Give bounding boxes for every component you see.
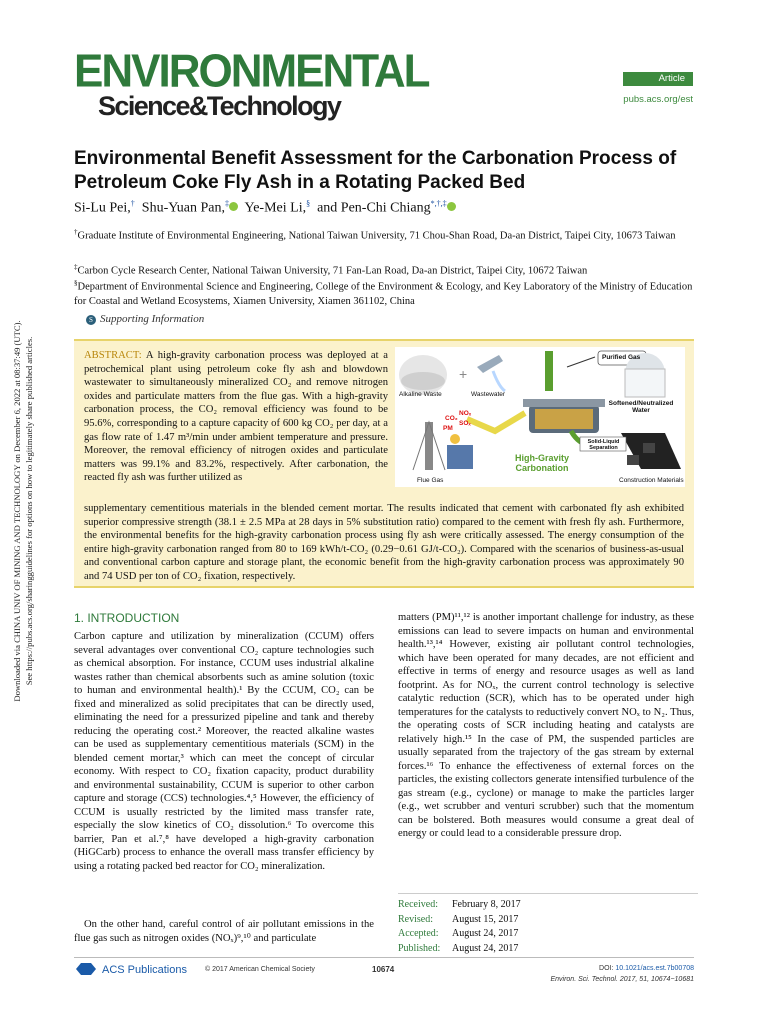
history-row bbox=[398, 913, 698, 928]
publisher-name: ACS Publications bbox=[102, 964, 187, 976]
author-name[interactable]: Si-Lu Pei, bbox=[74, 200, 131, 216]
green-pipe bbox=[545, 351, 553, 391]
affiliation-mark: † bbox=[74, 228, 78, 236]
download-watermark bbox=[11, 291, 37, 731]
toc-label-construction: Construction Materials bbox=[619, 477, 684, 484]
toc-label-co2: CO₂ bbox=[445, 415, 458, 422]
acs-publications-logo[interactable] bbox=[74, 962, 187, 981]
supporting-info-label: Supporting Information bbox=[100, 313, 205, 325]
doi-label: DOI: bbox=[599, 965, 614, 972]
author-name[interactable]: Ye-Mei Li, bbox=[244, 200, 307, 216]
affiliation bbox=[74, 225, 694, 244]
author-name[interactable]: and Pen-Chi Chiang bbox=[317, 200, 431, 216]
copyright-notice: © 2017 American Chemical Society bbox=[205, 966, 315, 973]
abstract-text-lower: supplementary cementitious materials in the blended cement mortar. The results indicated that cement with carbonated fly ash exhibited superior compressive strength (38.1 ± 2.5 MPa at 28 days in 5% substitution ratio) compared to the cement with fresh fly ash. Furthermore, the environmental benefits for the high-gravity carbonation process using fly ash were critically assessed. The energy consumption of the entire high-gravity carbonation ranged from 80 to 169 kWh/t-CO₂ (0.29−0.61 GJ/t-CO₂). Compared with the scenarios of business-as-usual and conventional carbon capture and storage plant, the economic benefit from the high-gravity carbonation process was approximately 90 and 74 USD per ton of CO₂ fixation, respectively. bbox=[84, 503, 684, 582]
affiliation-text: Department of Environmental Science and Engineering, College of the Environment & Ecology, and Key Laboratory of the Ministry of Education for Coastal and Wetland Ecosystems, Xiamen University, Xiamen 361102, China bbox=[74, 281, 693, 307]
acs-hexagon-icon bbox=[74, 962, 98, 976]
history-value: August 15, 2017 bbox=[452, 913, 519, 925]
orcid-icon[interactable] bbox=[447, 202, 456, 211]
toc-label-alkaline-waste: Alkaline Waste bbox=[399, 391, 442, 398]
orcid-icon[interactable] bbox=[229, 202, 238, 211]
author-name[interactable]: Shu-Yuan Pan, bbox=[141, 200, 226, 216]
history-value: August 24, 2017 bbox=[452, 928, 519, 939]
toc-label-purified-gas: Purified Gas bbox=[602, 354, 641, 361]
history-row bbox=[398, 927, 698, 942]
doi-line bbox=[540, 965, 694, 972]
history-value: August 24, 2017 bbox=[452, 942, 519, 954]
doi-link[interactable]: 10.1021/acs.est.7b00708 bbox=[615, 965, 694, 972]
watermark-line-1: Downloaded via CHINA UNIV OF MINING AND TECHNOLOGY on December 6, 2022 at 08:37:49 (UTC). bbox=[12, 320, 22, 702]
author-affiliation-mark: ‡ bbox=[225, 199, 230, 208]
article-history bbox=[398, 893, 698, 956]
author-affiliation-mark: *,†,‡ bbox=[430, 199, 447, 208]
affiliation bbox=[74, 276, 694, 309]
affiliation-mark: § bbox=[74, 279, 78, 287]
toc-label-softened-water: Softened/Neutralized Water bbox=[608, 400, 674, 414]
intro-right-paragraph: matters (PM)¹¹,¹² is another important challenge for industry, as these emissions can lead to severe impacts on human and environmental health.¹³,¹⁴ However, existing air pollutant control technologies, which have been operated for many decades, are not efficient and effective in terms of energy and resource usages as well as land footprint. As for NOₓ, the current control technology is selective catalytic reduction (SCR), which has to be operated under high temperatures for the catalysts to reductively convert NOₓ to N₂. Thus, the operating costs of SCR including heating and catalysts are relatively high.¹⁵ In the case of PM, the suspended particles are usually separated from the trajectory of the gas stream by external forces.¹⁶ To enhance the effectiveness of external forces on the particles, the existing collectors generate intensified turbulence of the gas stream (e.g., cyclone) or manage to make the particles larger (e.g., wet scrubber and venturi scrubber) such that the momentum can be bolstered. Both measures would consume a great deal of energy or could lead to a considerable pressure drop. bbox=[398, 612, 694, 839]
citation-line: Environ. Sci. Technol. 2017, 51, 10674−10681 bbox=[550, 976, 694, 983]
abstract-heading: ABSTRACT: bbox=[84, 350, 142, 361]
affiliation-text: Graduate Institute of Environmental Engineering, National Taiwan University, 71 Chou-Shan Road, Da-an District, Taipei City, 10673 Taiwan bbox=[77, 230, 676, 242]
journal-url-link[interactable]: pubs.acs.org/est bbox=[623, 94, 693, 105]
abstract-part-1: A high-gravity carbonation process was deployed at a petrochemical plant using petroleum coke fly ash and blowdown wastewater to simultaneously mineralized CO₂ and remove nitrogen oxides and particulate matters from the flue gas. With a high-gravity carbonation process, the CO₂ removal efficiency was found to be 95.6%, corresponding to a capture capacity of 600 kg CO₂ per day, at a gas flow rate of 1.47 m³/min under ambient temperature and pressure. Moreover, the removal efficiency of nitrogen oxides and particulate matters was 99.1% and 83.2%, respectively. After carbonation, the reacted fly ash was further utilized as bbox=[84, 350, 388, 484]
toc-label-nox: NOₓ bbox=[459, 410, 472, 417]
affiliation-mark: ‡ bbox=[74, 263, 78, 271]
toc-label-sox: SOₓ bbox=[459, 420, 471, 427]
article-type-badge: Article bbox=[623, 72, 693, 86]
factory-icon bbox=[447, 445, 473, 469]
history-key: Published: bbox=[398, 942, 441, 954]
toc-label-wastewater: Wastewater bbox=[471, 391, 506, 398]
page-number: 10674 bbox=[372, 965, 395, 974]
toc-label-flue-gas: Flue Gas bbox=[417, 477, 444, 484]
history-row bbox=[398, 898, 698, 913]
author-list bbox=[74, 199, 694, 217]
affiliation-text: Carbon Cycle Research Center, National Taiwan University, 71 Fan-Lan Road, Da-an District, Taipei City, 10672 Taiwan bbox=[77, 265, 588, 277]
watermark-line-2: See https://pubs.acs.org/sharingguidelines for options on how to legitimately share published articles. bbox=[24, 336, 34, 686]
abstract-text-upper bbox=[84, 349, 388, 485]
journal-logo-environmental: ENVIRONMENTAL bbox=[74, 45, 429, 98]
intro-left-paragraph-2: On the other hand, careful control of air pollutant emissions in the flue gas such as nitrogen oxides (NOₓ)⁹,¹⁰ and particulate bbox=[74, 919, 374, 944]
history-key: Revised: bbox=[398, 913, 433, 925]
paper-title: Environmental Benefit Assessment for the Carbonation Process of Petroleum Coke Fly Ash in a Rotating Packed Bed bbox=[74, 148, 677, 193]
author-affiliation-mark: § bbox=[306, 199, 311, 208]
supporting-info-icon: S bbox=[86, 315, 96, 325]
journal-logo-science-technology: Science&Technology bbox=[98, 91, 341, 121]
history-row bbox=[398, 942, 698, 957]
author-affiliation-mark: † bbox=[130, 199, 135, 208]
supporting-information-link[interactable] bbox=[86, 313, 204, 325]
toc-label-solid-liquid: Solid-Liquid Separation bbox=[587, 439, 620, 451]
wastewater-beaker bbox=[477, 355, 503, 373]
toc-label-high-gravity: High-Gravity Carbonation bbox=[514, 453, 569, 473]
section-heading-introduction: 1. INTRODUCTION bbox=[74, 611, 180, 625]
history-value: February 8, 2017 bbox=[452, 899, 521, 910]
svg-text:+: + bbox=[459, 366, 468, 382]
toc-label-pm: PM bbox=[443, 425, 453, 432]
intro-left-paragraph-1: Carbon capture and utilization by mineralization (CCUM) offers several advantages over conventional CO₂ capture technologies such as chemical absorption. For instance, CCUM uses industrial alkaline wastes rather than chemical absorbents such as amine solution (toxic to human and environmental health).¹ By the CCUM, CO₂ can be fixed and mineralized as solid precipitates that can be directly used, eliminating the need for a pressurized pipeline and tank and thereby reducing the operating cost.² Moreover, the reacted alkaline wastes can be used as supplementary cementitious materials (SCM) in the blended cement mortar,³ which can meet the concept of circular economy. With respect to CO₂ fixation capacity, product durability and environmental sustainability, CCUM is superior to other carbon capture and storage (CCS) technologies.⁴,⁵ However, the efficiency of CCUM is usually restricted by the limited mass transfer rate, especially the slow kinetics of CO₂ dissolution.⁶ To overcome this barrier, Pan et al.⁷,⁸ have developed a high-gravity carbonation (HiGCarb) process to enhance the overall mass transfer efficiency by using a rotating packed bed reactor for CO₂ mineralization. bbox=[74, 631, 374, 872]
history-key: Accepted: bbox=[398, 928, 439, 939]
footer-divider bbox=[74, 957, 694, 958]
history-key: Received: bbox=[398, 899, 438, 910]
toc-graphic bbox=[395, 347, 685, 487]
